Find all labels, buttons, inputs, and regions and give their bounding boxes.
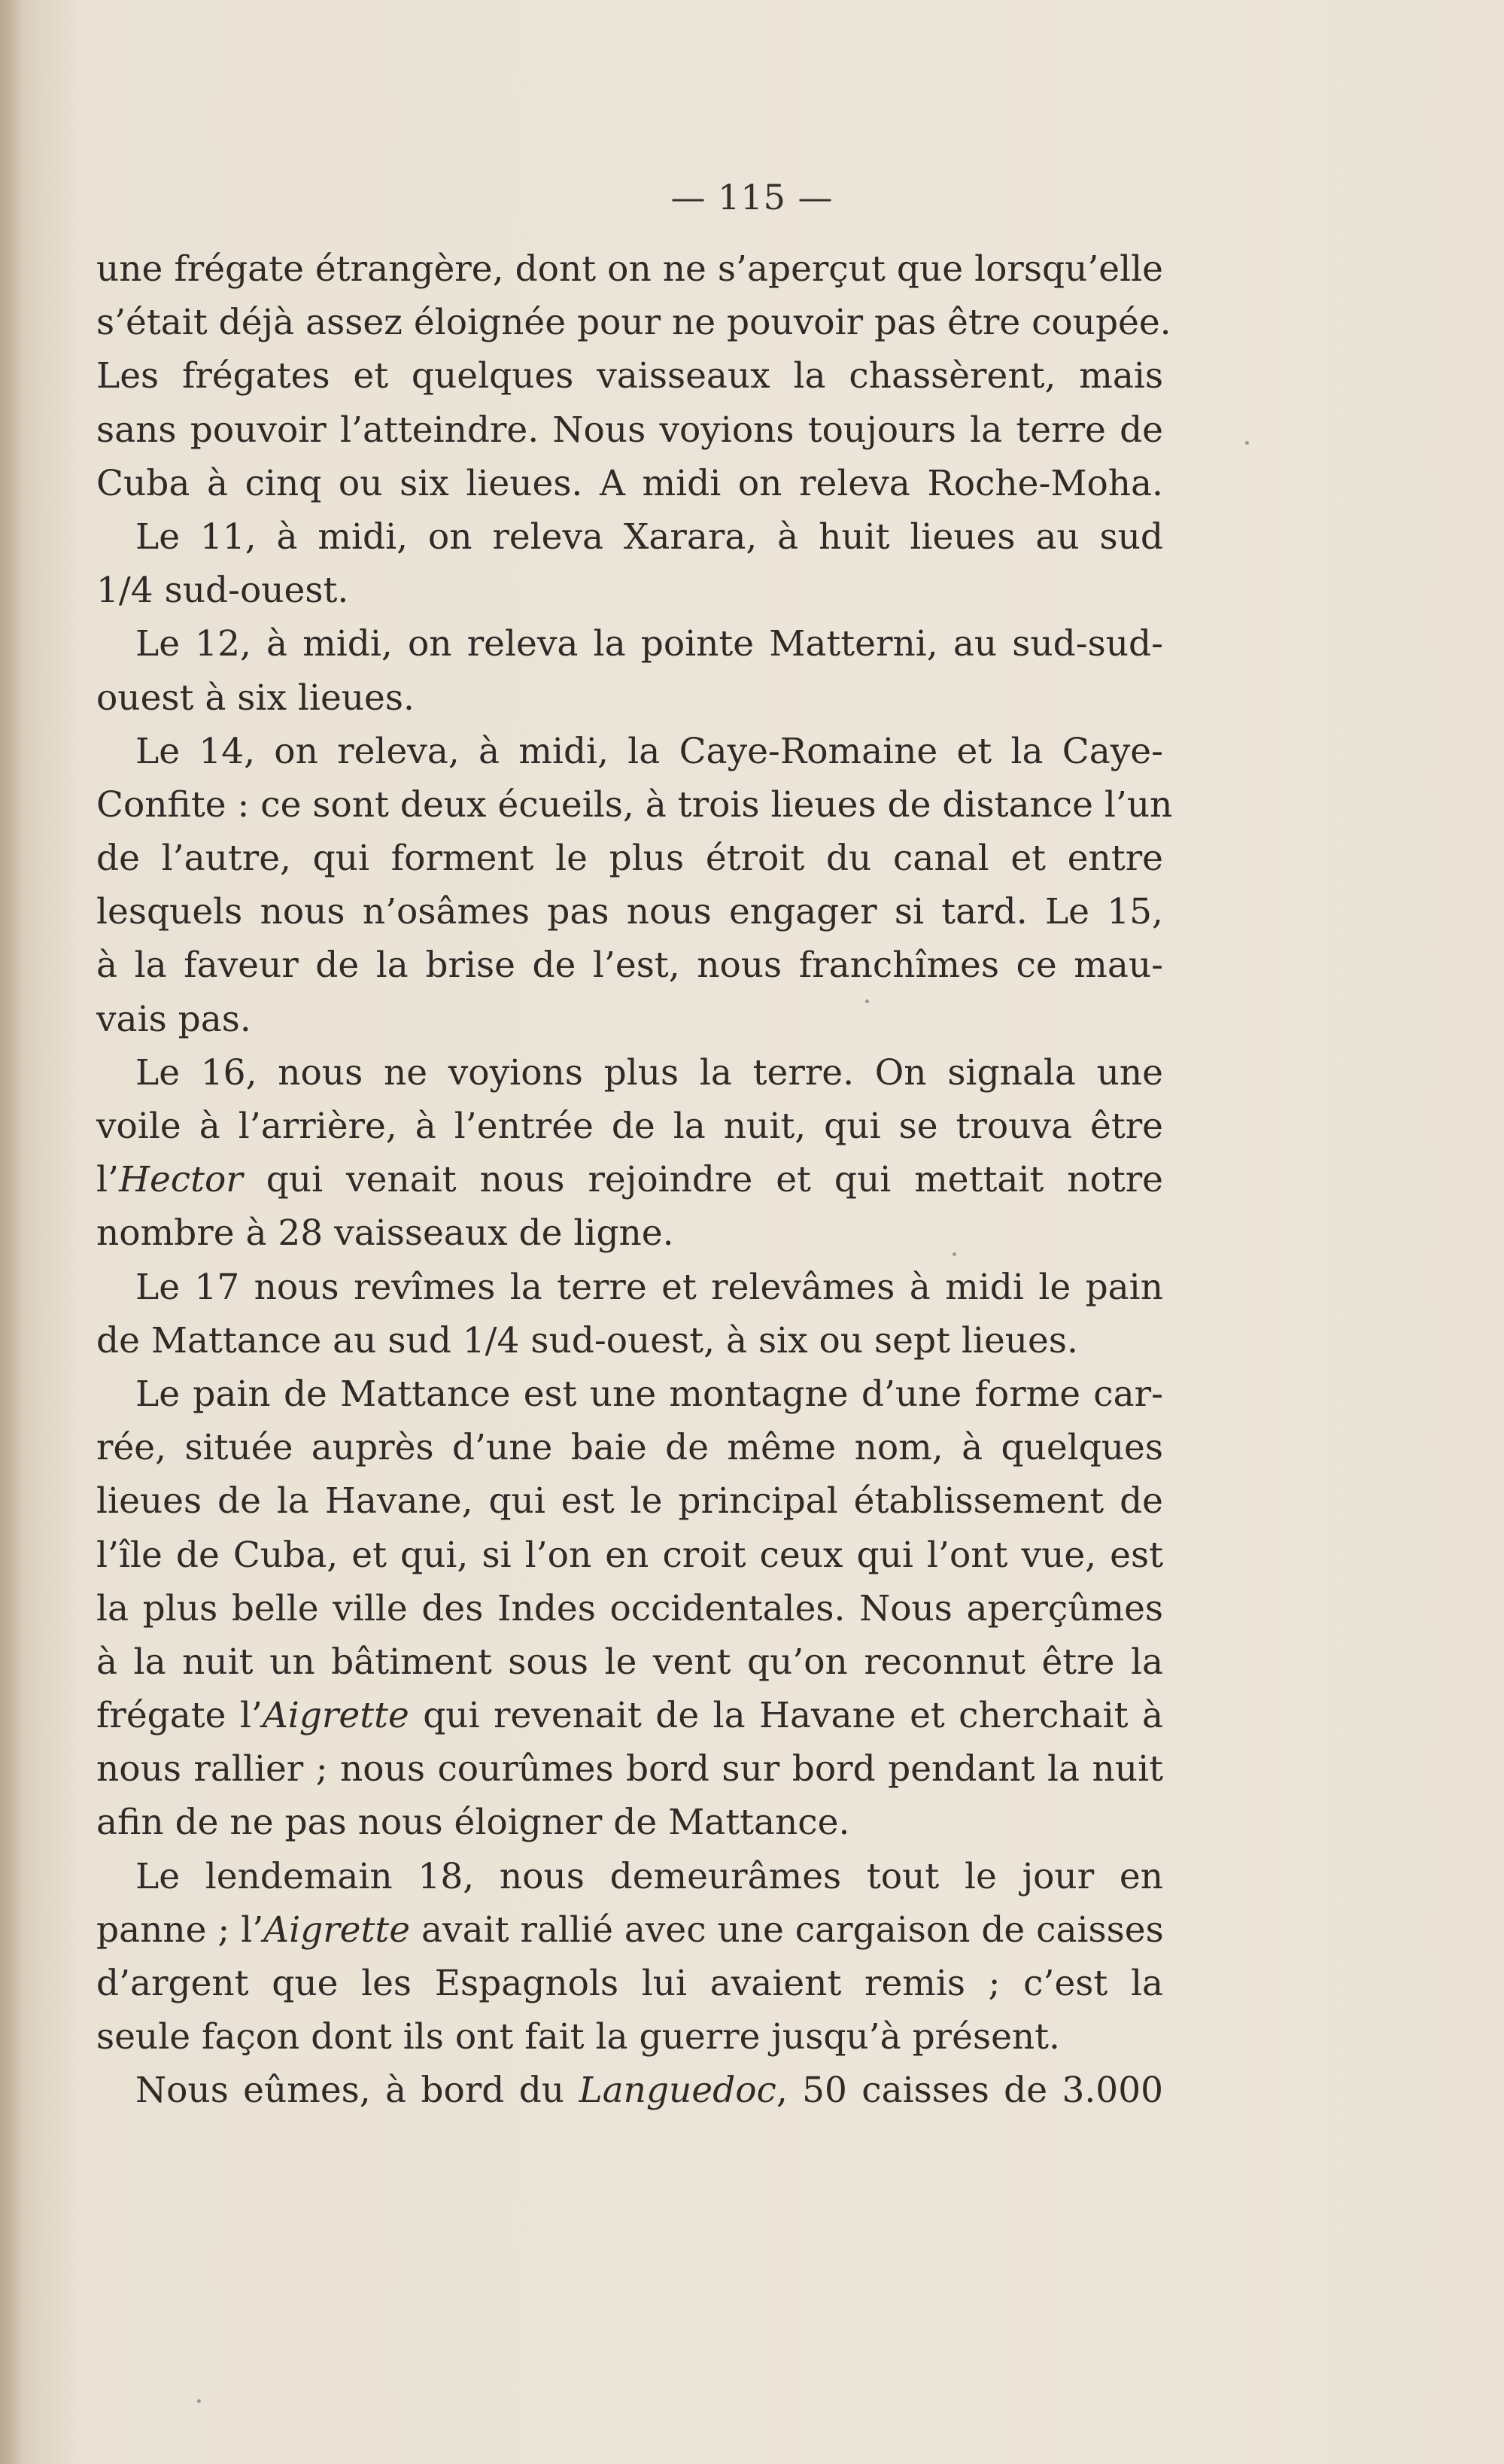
text-line: la plus belle ville des Indes occidentales. Nous aperçûmes xyxy=(96,1587,1163,1629)
text-line: s’était déjà assez éloignée pour ne pouvoir pas être coupée. xyxy=(96,302,1171,344)
paragraph-end-line: afin de ne pas nous éloigner de Mattance. xyxy=(96,1802,850,1844)
ship-name-aigrette: Aigrette xyxy=(262,1695,409,1737)
paragraph-start-line: Le pain de Mattance est une montagne d’une forme car- xyxy=(135,1373,1163,1415)
text-line: frégate l’Aigrette qui revenait de la Havane et cherchait à xyxy=(96,1695,1163,1737)
ship-name-hector: Hector xyxy=(118,1159,243,1201)
text-line: lieues de la Havane, qui est le principal établissement de xyxy=(96,1480,1163,1523)
text-line: Les frégates et quelques vaisseaux la chassèrent, mais xyxy=(96,355,1163,397)
text-line: Confite : ce sont deux écueils, à trois lieues de distance l’un xyxy=(96,783,1173,826)
text-line: de l’autre, qui forment le plus étroit du canal et entre xyxy=(96,838,1163,880)
text-line: l’Hector qui venait nous rejoindre et qui mettait notre xyxy=(96,1159,1163,1201)
text-line: à la nuit un bâtiment sous le vent qu’on reconnut être la xyxy=(96,1641,1163,1683)
text-line: Cuba à cinq ou six lieues. A midi on releva Roche-Moha. xyxy=(96,462,1163,504)
text-line: lesquels nous n’osâmes pas nous engager si tard. Le 15, xyxy=(96,891,1163,933)
paragraph-end-line: seule façon dont ils ont fait la guerre jusqu’à présent. xyxy=(96,2016,1060,2058)
text-line: à la faveur de la brise de l’est, nous franchîmes ce mau- xyxy=(96,945,1163,987)
paragraph-start-line: Le 17 nous revîmes la terre et relevâmes à midi le pain xyxy=(135,1266,1163,1308)
paragraph-end-line: vais pas. xyxy=(96,998,251,1040)
page-gutter-shadow xyxy=(0,0,21,2464)
text-line: l’île de Cuba, et qui, si l’on en croit ceux qui l’ont vue, est xyxy=(96,1534,1163,1576)
paragraph-end-line: nombre à 28 vaisseaux de ligne. xyxy=(96,1212,674,1255)
paragraph-end-line: 1/4 sud-ouest. xyxy=(96,570,349,612)
paragraph-start-line: Le 14, on releva, à midi, la Caye-Romaine et la Caye- xyxy=(135,730,1163,772)
paper-speck xyxy=(1245,441,1249,445)
paragraph-start-line: Le 12, à midi, on releva la pointe Matterni, au sud-sud- xyxy=(135,623,1163,665)
ship-name-aigrette: Aigrette xyxy=(263,1909,411,1951)
text-line: nous rallier ; nous courûmes bord sur bord pendant la nuit xyxy=(96,1748,1163,1790)
page-number: — 115 — xyxy=(670,177,834,218)
text-line: une frégate étrangère, dont on ne s’aperçut que lorsqu’elle xyxy=(96,248,1163,290)
paragraph-end-line: ouest à six lieues. xyxy=(96,677,415,719)
ship-name-languedoc: Languedoc xyxy=(579,2070,776,2112)
text-line: panne ; l’Aigrette avait rallié avec une cargaison de caisses xyxy=(96,1909,1164,1951)
body-text xyxy=(96,242,1173,2118)
paper-speck xyxy=(197,2399,201,2403)
paper-speck xyxy=(953,1252,956,1256)
paragraph-start-line: Le lendemain 18, nous demeurâmes tout le jour en xyxy=(135,1855,1163,1897)
paragraph-start-line: Nous eûmes, à bord du Languedoc, 50 caisses de 3.000 xyxy=(135,2070,1163,2112)
paragraph-start-line: Le 16, nous ne voyions plus la terre. On signala une xyxy=(135,1051,1163,1094)
text-line: d’argent que les Espagnols lui avaient remis ; c’est la xyxy=(96,1963,1163,2004)
text-line: voile à l’arrière, à l’entrée de la nuit, qui se trouva être xyxy=(96,1106,1163,1147)
paper-speck xyxy=(865,999,869,1003)
paragraph-end-line: de Mattance au sud 1/4 sud-ouest, à six ou sept lieues. xyxy=(96,1319,1078,1361)
text-line: sans pouvoir l’atteindre. Nous voyions toujours la terre de xyxy=(96,409,1163,451)
text-line: rée, située auprès d’une baie de même nom, à quelques xyxy=(96,1427,1163,1469)
paragraph-start-line: Le 11, à midi, on releva Xarara, à huit lieues au sud xyxy=(135,516,1163,558)
